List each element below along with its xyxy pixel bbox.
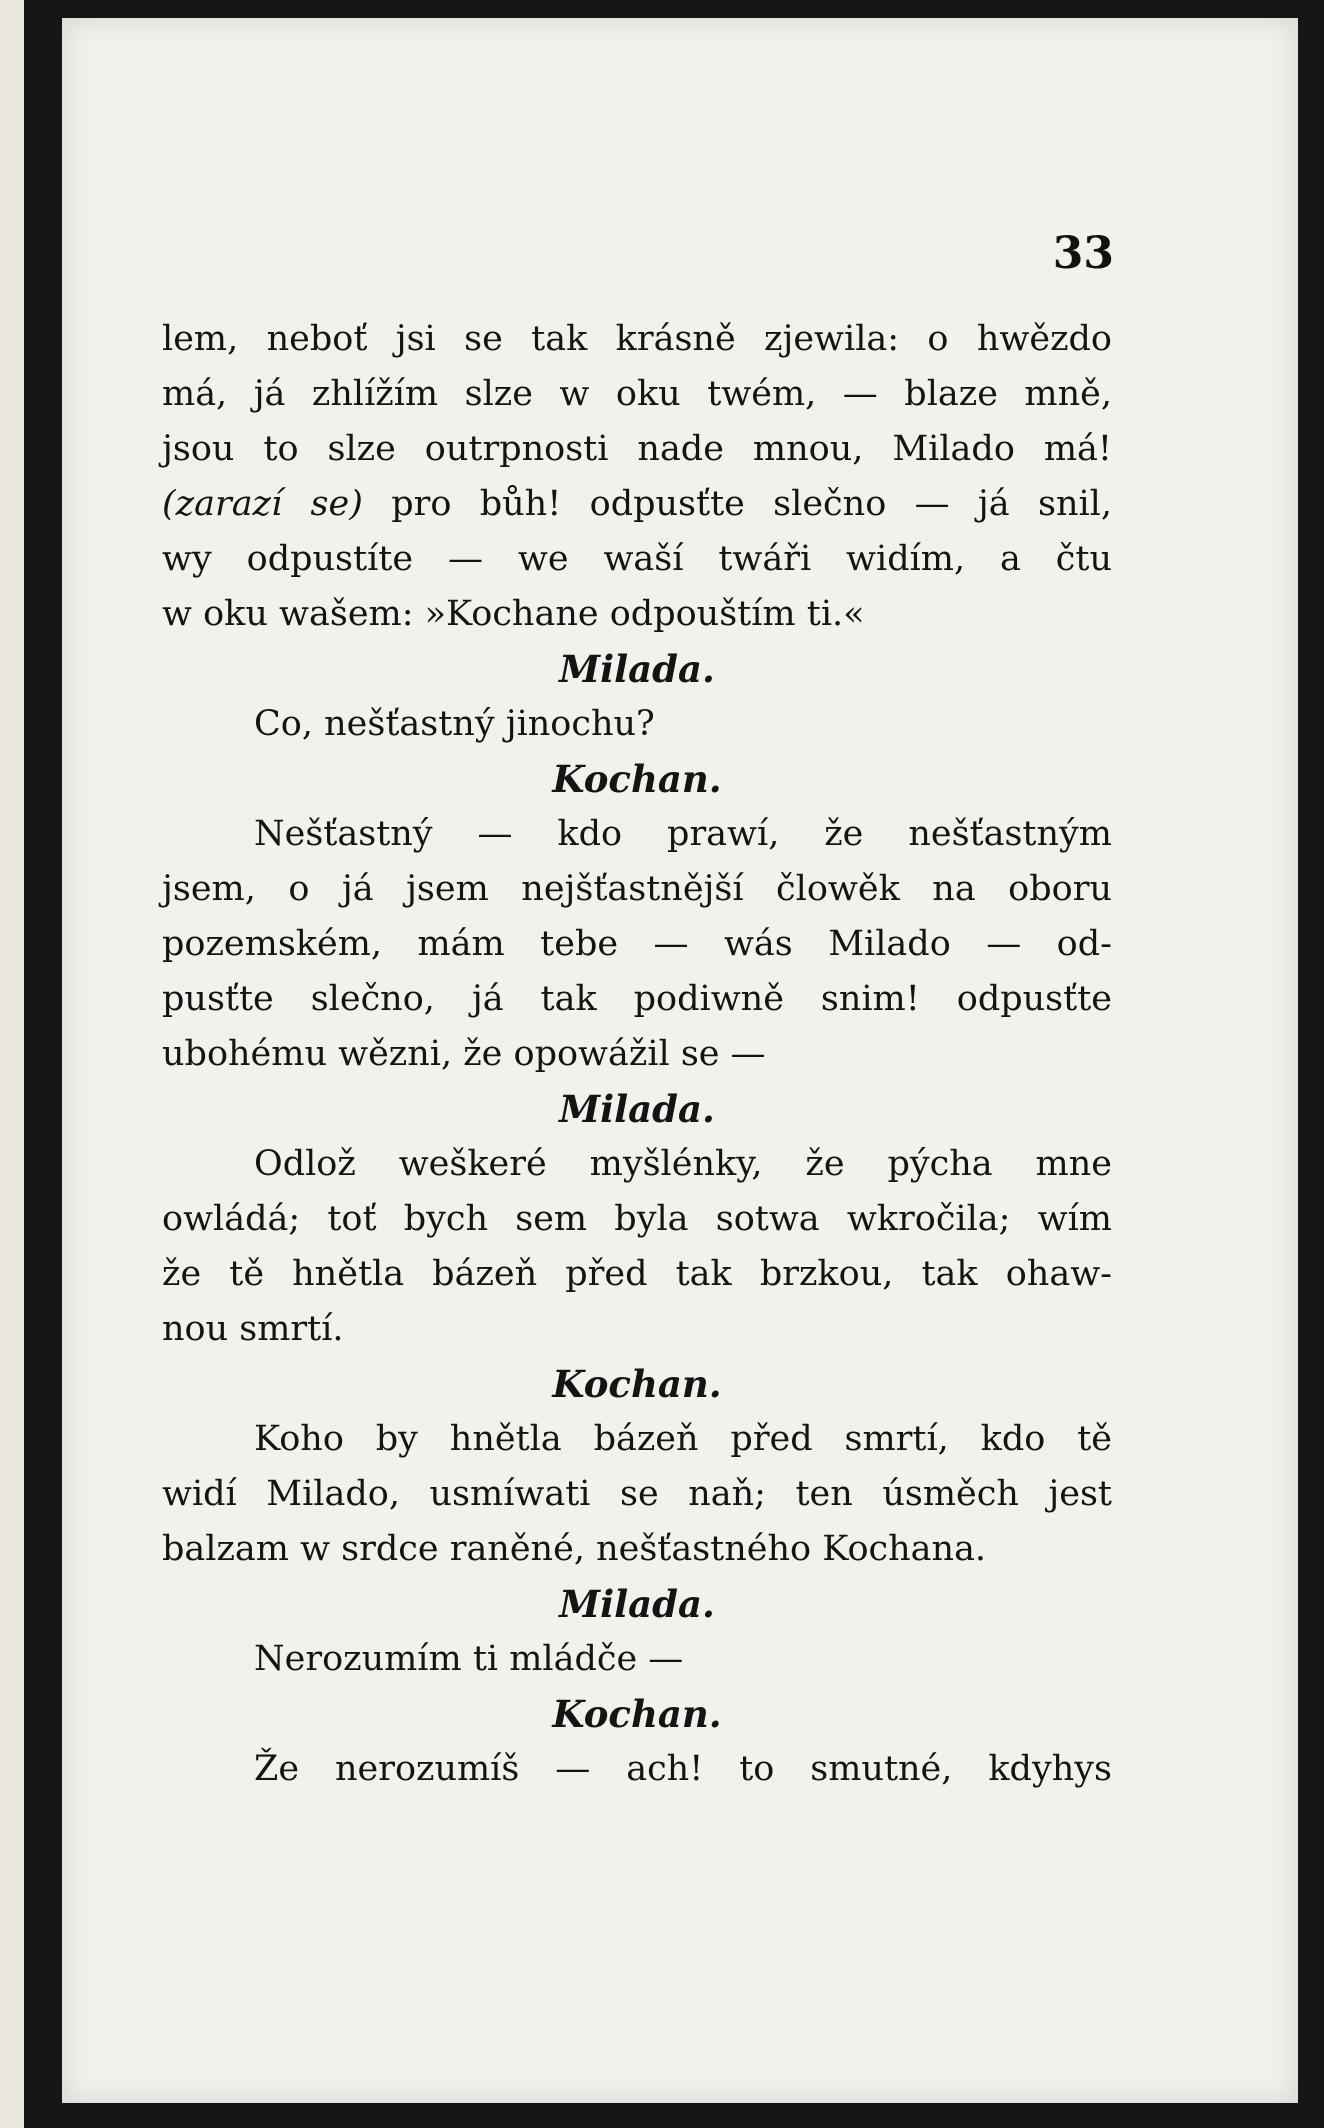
text-line: Nerozumím ti mládče — bbox=[254, 1639, 684, 1679]
text-line: Nešťastný — kdo prawí, že nešťastným bbox=[254, 814, 1112, 854]
speaker-name: Milada. bbox=[559, 1087, 715, 1131]
stage-direction: (zarazí se) bbox=[162, 484, 363, 524]
text-line: widí Milado, usmíwati se naň; ten úsměch jest bbox=[162, 1474, 1112, 1514]
text-line bbox=[162, 477, 1112, 532]
speaker-name: Milada. bbox=[559, 1582, 715, 1626]
text-line: jsem, o já jsem nejšťastnější člowěk na oboru bbox=[162, 869, 1112, 909]
text-line: w oku wašem: »Kochane odpouštím ti.« bbox=[162, 594, 865, 634]
text-line: Co, nešťastný jinochu? bbox=[254, 704, 655, 744]
text-line-rest: pro bůh! odpusťte slečno — já snil, bbox=[362, 484, 1112, 524]
page-number: 33 bbox=[1052, 228, 1114, 279]
text-line: owládá; toť bych sem byla sotwa wkročila; wím bbox=[162, 1199, 1112, 1239]
speaker-name: Milada. bbox=[559, 647, 715, 691]
text-line: Odlož weškeré myšlénky, že pýcha mne bbox=[254, 1144, 1112, 1184]
text-line: Že nerozumíš — ach! to smutné, kdyhys bbox=[254, 1749, 1112, 1789]
text-line: Koho by hnětla bázeň před smrtí, kdo tě bbox=[254, 1419, 1112, 1459]
speaker-name: Kochan. bbox=[552, 757, 722, 801]
text-line: pusťte slečno, já tak podiwně snim! odpusťte bbox=[162, 979, 1112, 1019]
text-line: lem, neboť jsi se tak krásně zjewila: o hwězdo bbox=[162, 319, 1112, 359]
text-line: nou smrtí. bbox=[162, 1309, 344, 1349]
speaker-name: Kochan. bbox=[552, 1692, 722, 1736]
speaker-name: Kochan. bbox=[552, 1362, 722, 1406]
text-block bbox=[162, 312, 1112, 1797]
text-line: že tě hnětla bázeň před tak brzkou, tak ohaw- bbox=[162, 1254, 1112, 1294]
text-line: wy odpustíte — we waší twáři widím, a čtu bbox=[162, 539, 1112, 579]
text-line: má, já zhlížím slze w oku twém, — blaze mně, bbox=[162, 374, 1112, 414]
adjacent-page-edge bbox=[0, 0, 24, 2128]
text-line: ubohému wězni, že opowážil se — bbox=[162, 1034, 766, 1074]
text-line: balzam w srdce raněné, nešťastného Kochana. bbox=[162, 1529, 987, 1569]
text-line: pozemském, mám tebe — wás Milado — od- bbox=[162, 924, 1112, 964]
text-line: jsou to slze outrpnosti nade mnou, Milado má! bbox=[162, 429, 1112, 469]
